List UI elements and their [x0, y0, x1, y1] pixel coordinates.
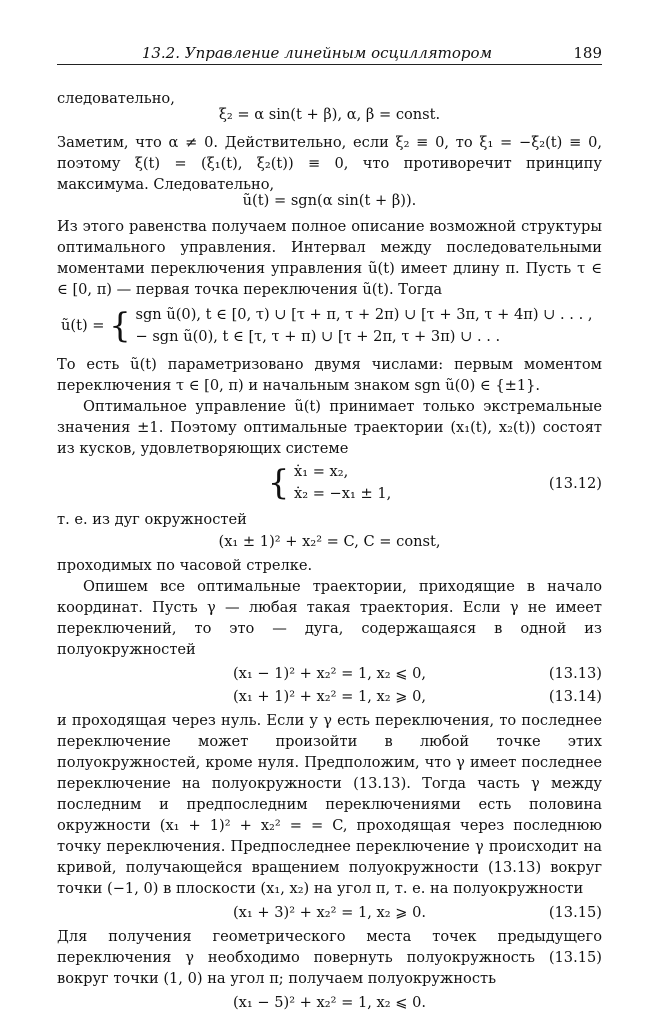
- equation-13-15-body: (x₁ + 3)² + x₂² = 1, x₂ ⩾ 0.: [232, 904, 427, 921]
- equation-13-14: [57, 685, 602, 708]
- system-line-1: ẋ₁ = x₂,: [293, 463, 349, 480]
- paragraph-2: Заметим, что α ≠ 0. Действительно, если ξ₂ ≡ 0, то ξ₁ = −ξ̇₂(t) ≡ 0, поэтому ξ(t) = (ξ₁(t), ξ₂(t)) ≡ 0, что противоречит принципу максимума. Следовательно,: [57, 134, 602, 193]
- equation-u-cases: [135, 304, 592, 348]
- equation-u-lhs: ũ(t) =: [61, 317, 105, 334]
- paragraph-7: проходимых по часовой стрелке.: [57, 557, 313, 574]
- equation-last-semicircle: (x₁ − 5)² + x₂² = 1, x₂ ⩽ 0.: [232, 994, 427, 1011]
- case-line-2: − sgn ũ(0), t ∈ [τ, τ + π) ∪ [τ + 2π, τ + 3π) ∪ . . .: [135, 328, 501, 345]
- equation-number-13-13: (13.13): [548, 665, 602, 682]
- paragraph-3: Из этого равенства получаем полное описание возможной структуры оптимального управления. Интервал между последовательными моментами переключения управления ũ(t) имеет длину π. Пусть τ ∈ ∈ [0, π) — первая точка переключения ũ(t). Тогда: [57, 218, 602, 298]
- paragraph-10: Для получения геометрического места точек предыдущего переключения γ необходимо повернуть полуокружность (13.15) вокруг точки (1, 0) на угол π; получаем полуокружность: [57, 928, 602, 987]
- equation-13-14-body: (x₁ + 1)² + x₂² = 1, x₂ ⩾ 0,: [232, 688, 427, 705]
- paragraph-9: и проходящая через нуль. Если у γ есть переключения, то последнее переключение может произойти в любой точке этих полуокружностей, кроме нуля. Предположим, что γ имеет последнее переключение на полуокружности (13.13). Тогда часть γ между последним и предпоследним переключениями есть половина окружности (x₁ + 1)² + x₂² = = C, проходящая через последнюю точку переключения. Предпоследнее переключение γ происходит на кривой, получающейся вращением полуокружности (13.13) вокруг точки (−1, 0) в плоскости (x₁, x₂) на угол π, т. е. на полуокружности: [57, 712, 602, 897]
- equation-system-13-12: [57, 461, 602, 507]
- equation-u-piecewise: [57, 304, 602, 350]
- equation-number-13-15: (13.15): [548, 904, 602, 921]
- section-title: 13.2. Управление линейным осциллятором: [141, 44, 492, 62]
- brace-symbol: {: [109, 306, 131, 346]
- case-line-1: sgn ũ(0), t ∈ [0, τ) ∪ [τ + π, τ + 2π) ∪ [τ + 3π, τ + 4π) ∪ . . . ,: [135, 306, 593, 323]
- paragraph-4: То есть ũ(t) параметризовано двумя числами: первым моментом переключения τ ∈ [0, π) и начальным знаком sgn ũ(0) ∈ {±1}.: [57, 356, 602, 394]
- equation-number-13-14: (13.14): [548, 688, 602, 705]
- paragraph-1: следовательно,: [57, 90, 175, 107]
- page-number: 189: [573, 44, 602, 62]
- equation-xi2: ξ₂ = α sin(t + β), α, β = const.: [218, 106, 441, 123]
- system-line-2: ẋ₂ = −x₁ ± 1,: [293, 485, 392, 502]
- page-body: [57, 88, 602, 1014]
- system-lines: [294, 461, 391, 505]
- brace-symbol-2: {: [267, 463, 290, 503]
- equation-u-sgn: ũ(t) = sgn(α sin(t + β)).: [242, 192, 417, 209]
- paragraph-5: Оптимальное управление ũ(t) принимает только экстремальные значения ±1. Поэтому оптимальные траектории (x₁(t), x₂(t)) состоят из кусков, удовлетворяющих системе: [57, 398, 602, 457]
- paragraph-6: т. е. из дуг окружностей: [57, 511, 247, 528]
- equation-13-15: [57, 901, 602, 924]
- running-header: [57, 44, 602, 65]
- equation-circles: (x₁ ± 1)² + x₂² = C, C = const,: [218, 533, 441, 550]
- equation-13-13-body: (x₁ − 1)² + x₂² = 1, x₂ ⩽ 0,: [232, 665, 427, 682]
- equation-number-13-12: (13.12): [548, 475, 602, 492]
- equation-13-13: [57, 662, 602, 685]
- paragraph-8: Опишем все оптимальные траектории, приходящие в начало координат. Пусть γ — любая такая траектория. Если γ не имеет переключений, то это — дуга, содержащаяся в одной из полуокружностей: [57, 578, 602, 658]
